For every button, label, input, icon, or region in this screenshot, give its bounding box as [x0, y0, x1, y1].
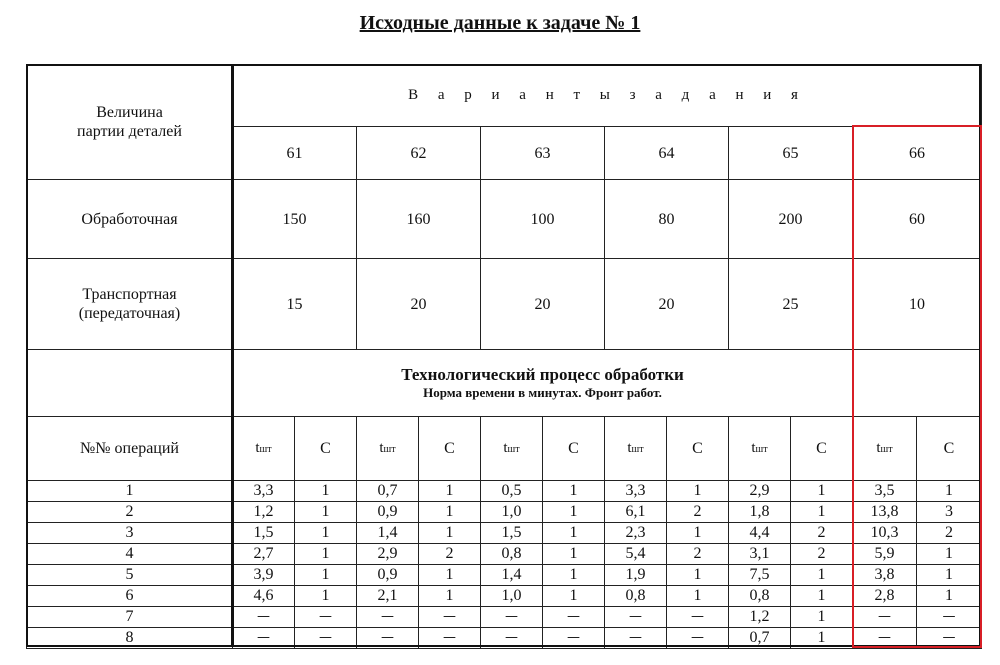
processing-value: 60 [853, 180, 982, 259]
variants-header: В а р и а н т ы з а д а н и я [233, 65, 982, 127]
c-value: 1 [917, 544, 982, 565]
operation-number: 8 [27, 628, 233, 649]
c-value: — [295, 607, 357, 628]
c-value: 1 [419, 586, 481, 607]
transport-label: Транспортная (передаточная) [27, 259, 233, 350]
t-sht-value: 2,3 [605, 523, 667, 544]
c-header: С [917, 417, 982, 481]
c-value: 1 [917, 565, 982, 586]
t-sht-value: — [481, 607, 543, 628]
transport-value: 15 [233, 259, 357, 350]
t-sht-value: 5,4 [605, 544, 667, 565]
t-sht-value: 4,6 [233, 586, 295, 607]
t-sht-value: 0,9 [357, 502, 419, 523]
variant-63: 63 [481, 127, 605, 180]
t-sht-value: 3,8 [853, 565, 917, 586]
c-header: С [667, 417, 729, 481]
c-value: 1 [295, 502, 357, 523]
t-sht-header: tшт [853, 417, 917, 481]
t-sht-value: 3,3 [605, 481, 667, 502]
tech-empty-cell [27, 350, 233, 417]
t-sht-value: 3,1 [729, 544, 791, 565]
t-sht-value: 13,8 [853, 502, 917, 523]
operation-number: 2 [27, 502, 233, 523]
c-header: С [543, 417, 605, 481]
task-data-table [26, 64, 982, 649]
table-row [27, 481, 982, 502]
t-sht-value: 7,5 [729, 565, 791, 586]
t-sht-value: 2,7 [233, 544, 295, 565]
c-value: — [667, 607, 729, 628]
c-value: 1 [543, 544, 605, 565]
processing-value: 160 [357, 180, 481, 259]
processing-value: 80 [605, 180, 729, 259]
c-value: 1 [543, 481, 605, 502]
page-title: Исходные данные к задаче № 1 [359, 12, 641, 34]
c-value: 1 [667, 481, 729, 502]
transport-value: 10 [853, 259, 982, 350]
c-value: 1 [917, 481, 982, 502]
c-header: С [791, 417, 853, 481]
c-value: 1 [543, 523, 605, 544]
t-sht-value: — [233, 607, 295, 628]
transport-value: 20 [357, 259, 481, 350]
c-value: 1 [667, 586, 729, 607]
c-header: С [295, 417, 357, 481]
c-value: 2 [791, 544, 853, 565]
c-value: — [543, 607, 605, 628]
c-value: — [419, 607, 481, 628]
transport-value: 20 [481, 259, 605, 350]
table-row [27, 502, 982, 523]
c-value: 2 [667, 544, 729, 565]
tech-subtitle: Норма времени в минутах. Фронт работ. [423, 385, 662, 400]
processing-value: 100 [481, 180, 605, 259]
transport-value: 20 [605, 259, 729, 350]
t-sht-value: 1,2 [729, 607, 791, 628]
t-sht-header: tшт [481, 417, 543, 481]
c-value: 1 [543, 502, 605, 523]
operations-label: №№ операций [27, 417, 233, 481]
c-value: 1 [295, 565, 357, 586]
c-value: 3 [917, 502, 982, 523]
operation-number: 1 [27, 481, 233, 502]
t-sht-value: 1,5 [233, 523, 295, 544]
t-sht-value: 3,5 [853, 481, 917, 502]
t-sht-value: 4,4 [729, 523, 791, 544]
c-value: 1 [543, 586, 605, 607]
t-sht-value: 1,4 [357, 523, 419, 544]
t-sht-value: 1,4 [481, 565, 543, 586]
c-value: 1 [543, 565, 605, 586]
c-value: 1 [791, 628, 853, 649]
t-sht-value: 3,3 [233, 481, 295, 502]
table-row [27, 586, 982, 607]
tech-process-header [233, 350, 853, 417]
t-sht-value: 0,8 [729, 586, 791, 607]
t-sht-value: — [233, 628, 295, 649]
c-value: 1 [295, 544, 357, 565]
c-value: 2 [667, 502, 729, 523]
variant-64: 64 [605, 127, 729, 180]
operation-number: 3 [27, 523, 233, 544]
c-value: 1 [791, 502, 853, 523]
processing-value: 200 [729, 180, 853, 259]
t-sht-value: 10,3 [853, 523, 917, 544]
t-sht-value: 0,7 [357, 481, 419, 502]
c-value: 2 [791, 523, 853, 544]
processing-value: 150 [233, 180, 357, 259]
transport-value: 25 [729, 259, 853, 350]
batch-size-label: Величина партии деталей [27, 65, 233, 180]
variant-65: 65 [729, 127, 853, 180]
c-value: 1 [917, 586, 982, 607]
t-sht-value: 1,0 [481, 502, 543, 523]
c-value: 1 [295, 523, 357, 544]
tech-title: Технологический процесс обработки [401, 365, 684, 384]
c-value: 1 [791, 607, 853, 628]
c-value: 2 [419, 544, 481, 565]
t-sht-header: tшт [605, 417, 667, 481]
c-value: 1 [419, 565, 481, 586]
c-value: 1 [295, 586, 357, 607]
c-value: 1 [667, 523, 729, 544]
t-sht-value: 0,7 [729, 628, 791, 649]
t-sht-value: — [853, 607, 917, 628]
tech-empty-cell-66 [853, 350, 982, 417]
c-value: 1 [419, 502, 481, 523]
c-value: 1 [791, 481, 853, 502]
t-sht-value: 0,9 [357, 565, 419, 586]
table-row [27, 523, 982, 544]
c-value: — [667, 628, 729, 649]
table-row [27, 628, 982, 649]
c-value: 1 [667, 565, 729, 586]
t-sht-value: 1,9 [605, 565, 667, 586]
c-value: — [917, 607, 982, 628]
t-sht-value: 0,8 [481, 544, 543, 565]
t-sht-value: 6,1 [605, 502, 667, 523]
t-sht-value: 5,9 [853, 544, 917, 565]
t-sht-value: 2,9 [357, 544, 419, 565]
t-sht-header: tшт [357, 417, 419, 481]
t-sht-value: 1,8 [729, 502, 791, 523]
c-value: — [917, 628, 982, 649]
t-sht-value: — [357, 607, 419, 628]
c-value: 1 [295, 481, 357, 502]
c-value: — [543, 628, 605, 649]
t-sht-value: 2,1 [357, 586, 419, 607]
t-sht-value: — [357, 628, 419, 649]
c-value: — [419, 628, 481, 649]
operation-number: 5 [27, 565, 233, 586]
t-sht-value: 0,5 [481, 481, 543, 502]
t-sht-header: tшт [729, 417, 791, 481]
t-sht-value: — [853, 628, 917, 649]
t-sht-value: 2,8 [853, 586, 917, 607]
t-sht-value: — [481, 628, 543, 649]
table-row [27, 544, 982, 565]
c-value: 1 [791, 565, 853, 586]
c-value: 1 [791, 586, 853, 607]
t-sht-value: 1,0 [481, 586, 543, 607]
t-sht-value: 1,2 [233, 502, 295, 523]
variant-66: 66 [853, 127, 982, 180]
table-row [27, 565, 982, 586]
t-sht-value: — [605, 628, 667, 649]
table-row [27, 607, 982, 628]
c-value: 1 [419, 523, 481, 544]
c-header: С [419, 417, 481, 481]
operation-number: 7 [27, 607, 233, 628]
c-value: 2 [917, 523, 982, 544]
processing-label: Обработочная [27, 180, 233, 259]
c-value: — [295, 628, 357, 649]
variant-62: 62 [357, 127, 481, 180]
t-sht-value: — [605, 607, 667, 628]
t-sht-value: 3,9 [233, 565, 295, 586]
operation-number: 4 [27, 544, 233, 565]
variant-61: 61 [233, 127, 357, 180]
t-sht-value: 1,5 [481, 523, 543, 544]
operation-number: 6 [27, 586, 233, 607]
t-sht-header: tшт [233, 417, 295, 481]
t-sht-value: 2,9 [729, 481, 791, 502]
c-value: 1 [419, 481, 481, 502]
t-sht-value: 0,8 [605, 586, 667, 607]
